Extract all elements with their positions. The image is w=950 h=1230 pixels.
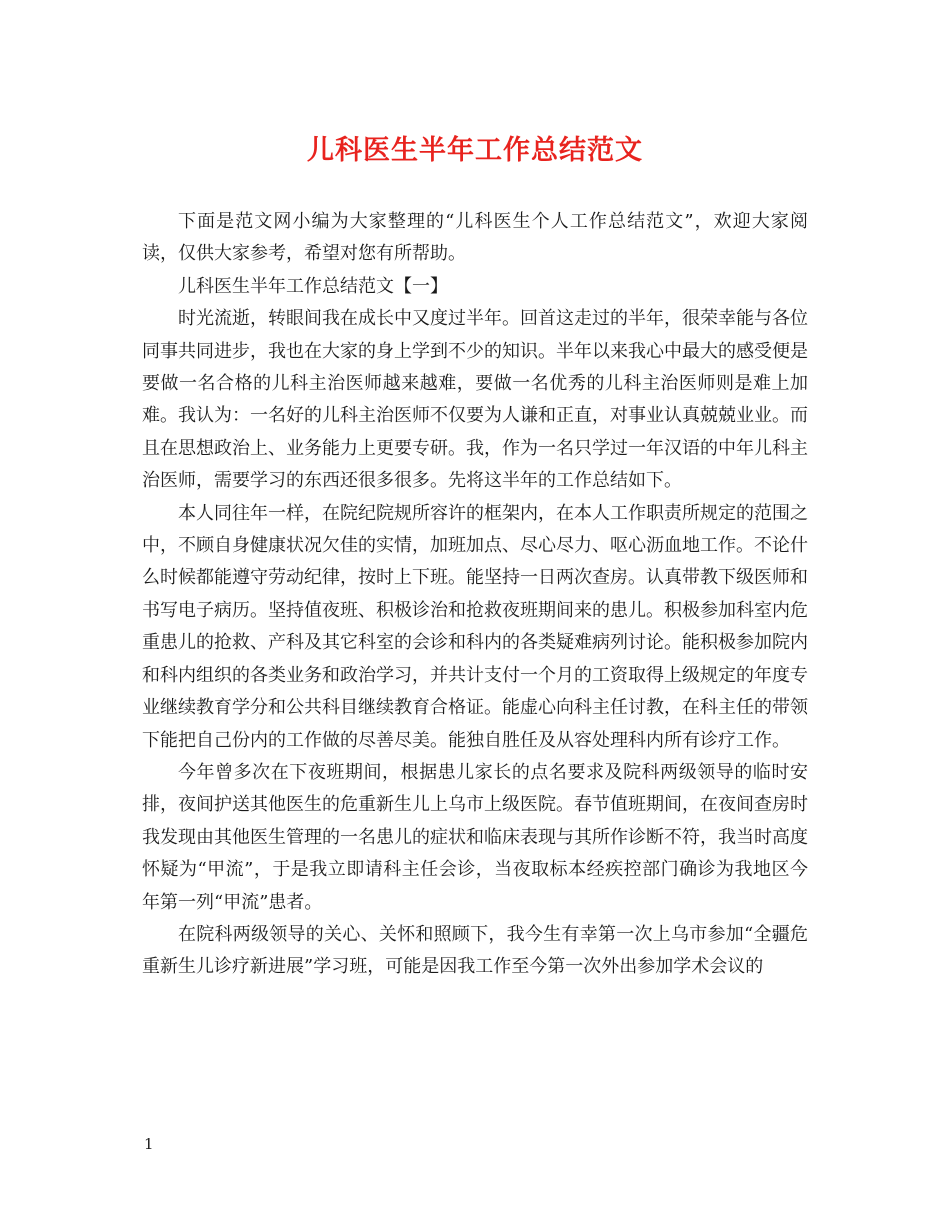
page-number: 1 <box>144 1135 154 1153</box>
paragraph: 今年曾多次在下夜班期间，根据患儿家长的点名要求及院科两级领导的临时安排，夜间护送其他医生的危重新生儿上乌市上级医院。春节值班期间，在夜间查房时我发现由其他医生管理的一名患儿的症状和临床表现与其所作诊断不符，我当时高度怀疑为“甲流”，于是我立即请科主任会诊，当夜取标本经疾控部门确诊为我地区今年第一列“甲流”患者。 <box>142 761 808 913</box>
document-body <box>142 206 808 984</box>
paragraph: 本人同往年一样，在院纪院规所容许的框架内，在本人工作职责所规定的范围之中，不顾自身健康状况欠佳的实情，加班加点、尽心尽力、呕心沥血地工作。不论什么时候都能遵守劳动纪律，按时上下班。能坚持一日两次查房。认真带教下级医师和书写电子病历。坚持值夜班、积极诊治和抢救夜班期间来的患儿。积极参加科室内危重患儿的抢救、产科及其它科室的会诊和科内的各类疑难病列讨论。能积极参加院内和科内组织的各类业务和政治学习，并共计支付一个月的工资取得上级规定的年度专业继续教育学分和公共科目继续教育合格证。能虚心向科主任讨教，在科主任的带领下能把自己份内的工作做的尽善尽美。能独自胜任及从容处理科内所有诊疗工作。 <box>142 502 808 751</box>
document-title: 儿科医生半年工作总结范文 <box>307 135 643 166</box>
paragraph-intro: 下面是范文网小编为大家整理的“儿科医生个人工作总结范文”，欢迎大家阅读，仅供大家参考，希望对您有所帮助。 <box>142 211 808 265</box>
paragraph: 在院科两级领导的关心、关怀和照顾下，我今生有幸第一次上乌市参加“全疆危重新生儿诊疗新进展”学习班，可能是因我工作至今第一次外出参加学术会议的 <box>142 923 808 978</box>
section-heading: 儿科医生半年工作总结范文【一】 <box>178 275 448 297</box>
paragraph: 时光流逝，转眼间我在成长中又度过半年。回首这走过的半年，很荣幸能与各位同事共同进步，我也在大家的身上学到不少的知识。半年以来我心中最大的感受便是要做一名合格的儿科主治医师越来越难，要做一名优秀的儿科主治医师则是难上加难。我认为：一名好的儿科主治医师不仅要为人谦和正直，对事业认真兢兢业业。而且在思想政治上、业务能力上更要专研。我，作为一名只学过一年汉语的中年儿科主治医师，需要学习的东西还很多很多。先将这半年的工作总结如下。 <box>142 308 808 492</box>
